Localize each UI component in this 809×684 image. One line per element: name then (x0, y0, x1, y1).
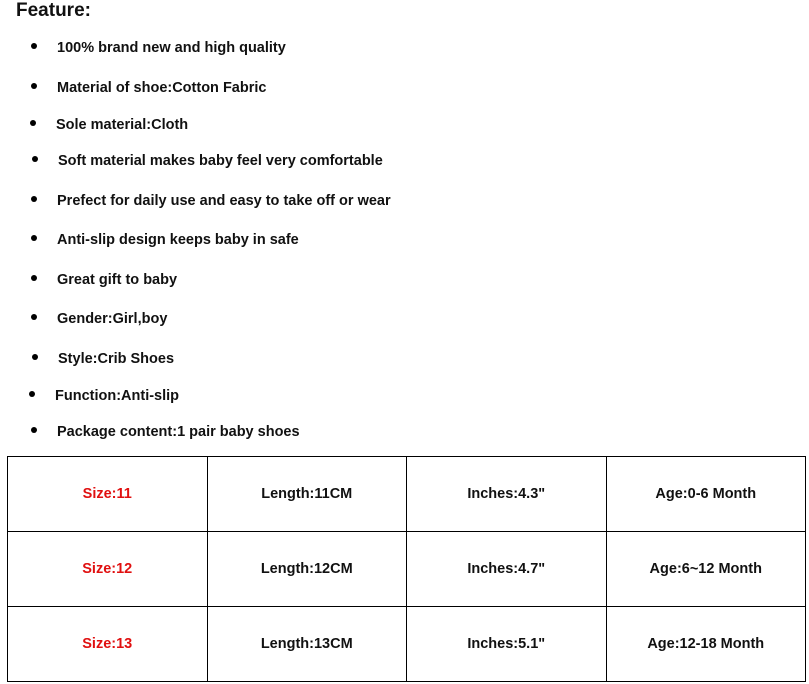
length-cell: Length:13CM (207, 607, 407, 682)
bullet-icon (29, 391, 35, 397)
feature-text: Great gift to baby (57, 272, 178, 288)
feature-text: Sole material:Cloth (56, 117, 189, 133)
feature-text: Style:Crib Shoes (58, 351, 175, 367)
inches-cell: Inches:5.1" (407, 607, 607, 682)
bullet-icon (32, 156, 38, 162)
age-cell: Age:12-18 Month (606, 607, 806, 682)
inches-cell: Inches:4.7" (407, 532, 607, 607)
inches-cell: Inches:4.3" (407, 457, 607, 532)
feature-item (29, 387, 179, 405)
bullet-icon (30, 120, 36, 126)
feature-text: Material of shoe:Cotton Fabric (57, 80, 267, 96)
bullet-icon (31, 196, 37, 202)
feature-text: Function:Anti-slip (55, 388, 180, 404)
size-cell: Size:11 (8, 457, 208, 532)
feature-item (31, 231, 299, 249)
bullet-icon (32, 354, 38, 360)
size-cell: Size:12 (8, 532, 208, 607)
feature-item (31, 423, 300, 441)
feature-item (31, 192, 391, 210)
bullet-icon (31, 275, 37, 281)
feature-item (31, 271, 177, 289)
feature-text: Prefect for daily use and easy to take off or wear (57, 193, 391, 209)
bullet-icon (31, 43, 37, 49)
feature-text: Anti-slip design keeps baby in safe (57, 232, 299, 248)
feature-text: Package content:1 pair baby shoes (57, 424, 300, 440)
feature-item (32, 152, 383, 170)
feature-text: Soft material makes baby feel very comfortable (58, 153, 383, 169)
table-row (8, 457, 806, 532)
feature-item (30, 116, 188, 134)
size-cell: Size:13 (8, 607, 208, 682)
feature-item (31, 79, 266, 97)
table-row (8, 607, 806, 682)
age-cell: Age:6~12 Month (606, 532, 806, 607)
bullet-icon (31, 235, 37, 241)
age-cell: Age:0-6 Month (606, 457, 806, 532)
feature-item (32, 350, 174, 368)
length-cell: Length:12CM (207, 532, 407, 607)
feature-text: 100% brand new and high quality (57, 40, 286, 56)
bullet-icon (31, 427, 37, 433)
bullet-icon (31, 314, 37, 320)
table-row (8, 532, 806, 607)
feature-item (31, 310, 167, 328)
feature-text: Gender:Girl,boy (57, 311, 168, 327)
size-chart-table (7, 456, 806, 682)
feature-heading: Feature: (16, 0, 91, 21)
bullet-icon (31, 83, 37, 89)
feature-item (31, 39, 286, 57)
length-cell: Length:11CM (207, 457, 407, 532)
